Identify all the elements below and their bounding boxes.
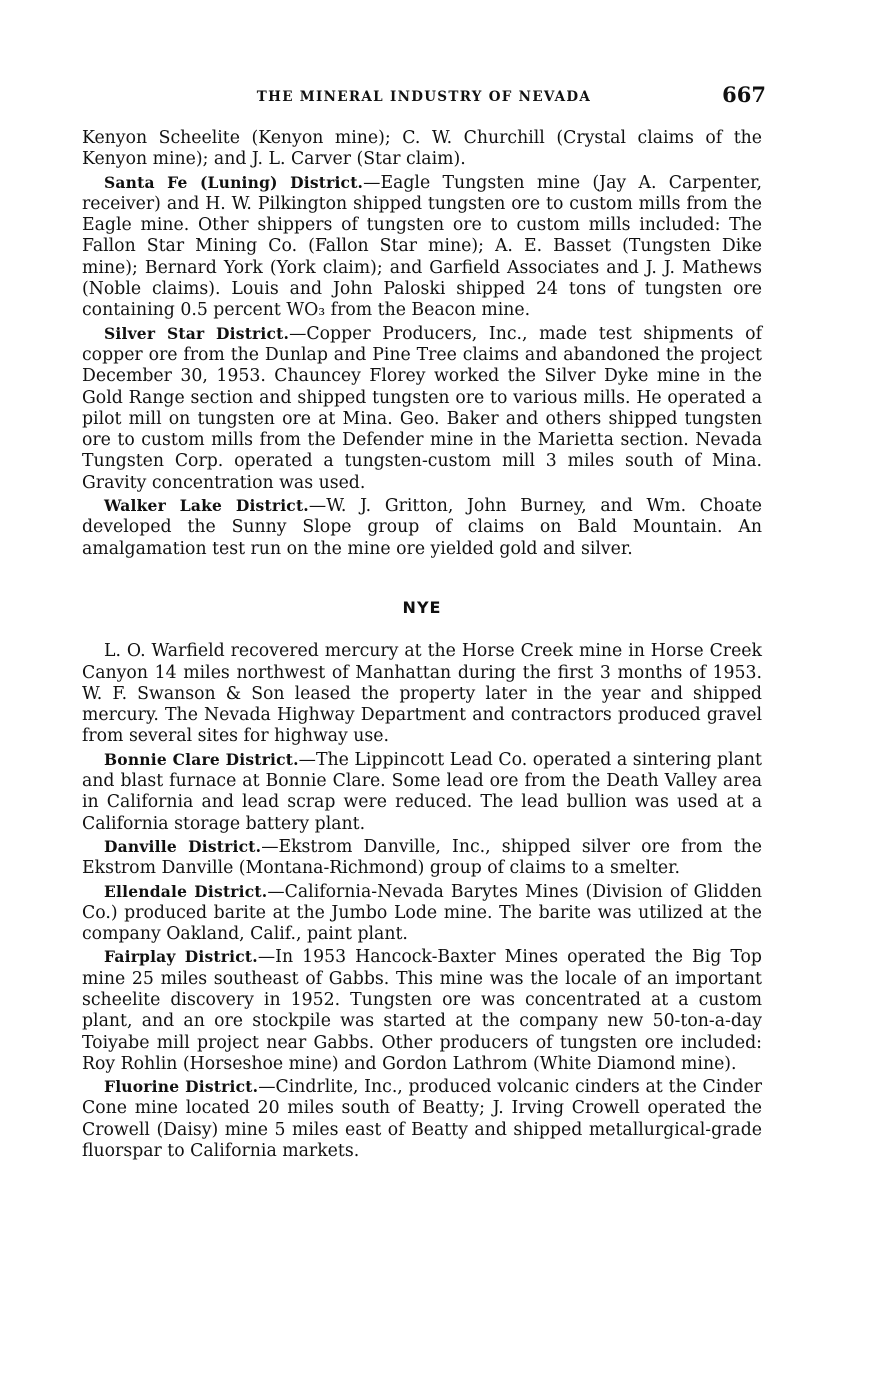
district-paragraph-bonnie-clare [82, 749, 762, 835]
district-name: Santa Fe (Luning) District. [104, 172, 364, 192]
district-paragraph-walker-lake [82, 495, 762, 560]
page-number: 667 [722, 82, 766, 107]
section-heading-nye: NYE [402, 597, 442, 617]
district-text: —In 1953 Hancock-Baxter Mines operated the Big Top mine 25 miles southeast of Gabbs. This mine was the locale of an important scheelite discovery in 1952. Tungsten ore was concentrated at a custom plant, and an ore stockpile was started at the company new 50-ton-a-day Toiyabe mill project near Gabbs. Other producers of tungsten ore included: Roy Rohlin (Horseshoe mine) and Gordon Lathrom (White Diamond mine). [82, 947, 762, 1074]
district-text: —Eagle Tungsten mine (Jay A. Carpenter, receiver) and H. W. Pilkington shipped tungsten ore to custom mills from the Eagle mine. Other shippers of tungsten ore to custom mills included: The Fallon Star Mining Co. (Fallon Star mine); A. E. Basset (Tungsten Dike mine); Bernard York (York claim); and Garfield Associates and J. J. Mathews (Noble claims). Louis and John Paloski shipped 24 tons of tungsten ore containing 0.5 percent WO₃ from the Beacon mine. [82, 172, 762, 321]
body-text [82, 128, 762, 1163]
district-name: Bonnie Clare District. [104, 749, 299, 769]
district-paragraph-fairplay [82, 946, 762, 1075]
district-name: Walker Lake District. [104, 496, 309, 516]
district-text: —California-Nevada Barytes Mines (Division of Glidden Co.) produced barite at the Jumbo Lode mine. The barite was utilized at the company Oakland, Calif., paint plant. [82, 881, 763, 945]
page-header [82, 82, 766, 112]
continued-paragraph: Kenyon Scheelite (Kenyon mine); C. W. Churchill (Crystal claims of the Kenyon mine); and J. L. Carver (Star claim). [82, 128, 762, 170]
district-text: —Copper Producers, Inc., made test shipments of copper ore from the Dunlap and Pine Tree claims and abandoned the project December 30, 1953. Chauncey Florey worked the Silver Dyke mine in the Gold Range section and shipped tungsten ore to various mills. He operated a pilot mill on tungsten ore at Mina. Geo. Baker and others shipped tungsten ore to custom mills from the Defender mine in the Marietta section. Nevada Tungsten Corp. operated a tungsten-custom mill 3 miles south of Mina. Gravity concentration was used. [82, 323, 762, 493]
running-title: THE MINERAL INDUSTRY OF NEVADA [256, 89, 592, 105]
district-paragraph-santa-fe [82, 172, 762, 322]
district-text: —Ekstrom Danville, Inc., shipped silver ore from the Ekstrom Danville (Montana-Richmond) group of claims to a smelter. [82, 836, 763, 879]
district-name: Fluorine District. [104, 1077, 259, 1097]
district-text: —Cindrlite, Inc., produced volcanic cinders at the Cinder Cone mine located 20 miles south of Beatty; J. Irving Crowell operated the Crowell (Daisy) mine 5 miles east of Beatty and shipped metallurgical-grade fluorspar to California markets. [82, 1077, 762, 1162]
district-name: Ellendale District. [104, 881, 268, 901]
district-paragraph-ellendale [82, 881, 762, 946]
district-paragraph-silver-star [82, 323, 762, 494]
nye-intro-paragraph: L. O. Warfield recovered mercury at the Horse Creek mine in Horse Creek Canyon 14 miles northwest of Manhattan during the first 3 months of 1953. W. F. Swanson & Son leased the property later in the year and shipped mercury. The Nevada Highway Department and contractors produced gravel from several sites for highway use. [82, 641, 762, 747]
district-text: —W. J. Gritton, John Burney, and Wm. Choate developed the Sunny Slope group of claims on Bald Mountain. An amalgamation test run on the mine ore yielded gold and silver. [82, 496, 763, 559]
district-paragraph-fluorine [82, 1076, 762, 1162]
district-paragraph-danville [82, 836, 762, 880]
district-name: Danville District. [104, 836, 262, 856]
district-text: —The Lippincott Lead Co. operated a sintering plant and blast furnace at Bonnie Clare. Some lead ore from the Death Valley area in California and lead scrap were reduced. The lead bullion was used at a California storage battery plant. [82, 749, 762, 834]
district-name: Silver Star District. [104, 323, 290, 343]
district-name: Fairplay District. [104, 947, 258, 967]
